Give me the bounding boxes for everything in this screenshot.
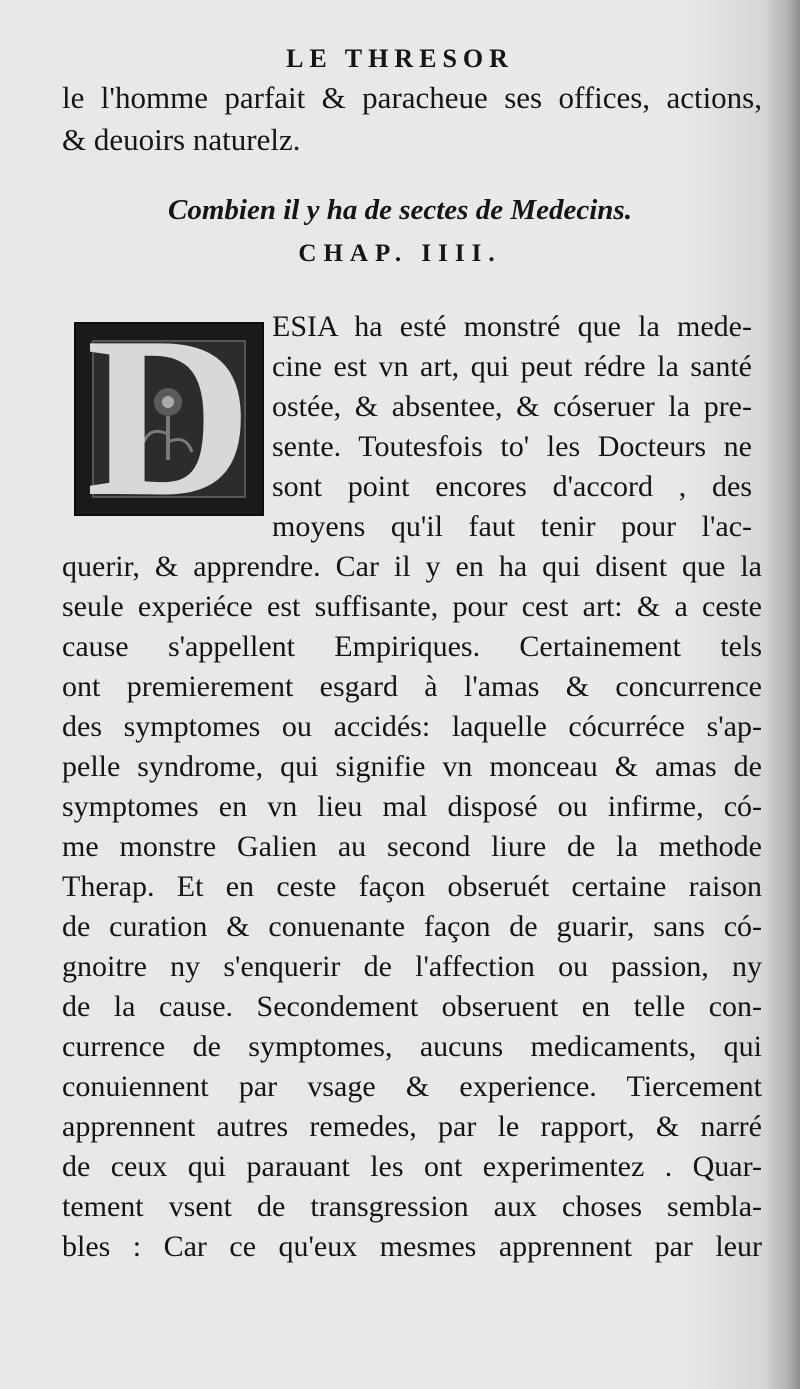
body-line: ont premierement esgard à l'amas & concurrence xyxy=(62,670,762,703)
chapter-title: Combien il y ha de sectes de Medecins. xyxy=(168,194,632,226)
body-line: apprennent autres remedes, par le rapport, & narré xyxy=(62,1110,762,1143)
body-line: bles : Car ce qu'eux mesmes apprennent par leur xyxy=(62,1230,762,1263)
body-line: Therap. Et en ceste façon obseruét certaine raison xyxy=(62,870,762,903)
body-line: tement vsent de transgression aux choses sembla- xyxy=(62,1190,762,1223)
body-line: sente. Toutesfois to' les Docteurs ne xyxy=(272,430,752,463)
body-line: ostée, & absentee, & cóseruer la pre- xyxy=(272,390,752,423)
decorated-initial xyxy=(74,289,264,544)
decorated-initial-letter: D xyxy=(85,289,253,544)
body-line: de curation & conuenante façon de guarir, sans có- xyxy=(62,910,762,943)
body-line: querir, & apprendre. Car il y en ha qui disent que la xyxy=(62,550,762,583)
body-line: de la cause. Secondement obseruent en telle con- xyxy=(62,990,762,1023)
body-line: me monstre Galien au second liure de la methode xyxy=(62,830,762,863)
body-line: currence de symptomes, aucuns medicaments, qui xyxy=(62,1030,762,1063)
body-line: sont point encores d'accord , des xyxy=(272,470,752,503)
body-line: cine est vn art, qui peut rédre la santé xyxy=(272,350,752,383)
opening-line-2: & deuoirs naturelz. xyxy=(62,122,301,157)
opening-line-1: le l'homme parfait & paracheue ses offices, actions, xyxy=(62,80,762,115)
body-line: conuiennent par vsage & experience. Tiercement xyxy=(62,1070,762,1103)
body-line: ESIA ha esté monstré que la mede- xyxy=(272,310,752,343)
body-line: moyens qu'il faut tenir pour l'ac- xyxy=(272,510,752,543)
chapter-number: CHAP. IIII. xyxy=(298,240,502,267)
running-head: LE THRESOR xyxy=(286,44,514,73)
body-line: de ceux qui parauant les ont experimentez . Quar- xyxy=(62,1150,762,1183)
body-line: des symptomes ou accidés: laquelle cócurréce s'ap- xyxy=(62,710,762,743)
body-line: gnoitre ny s'enquerir de l'affection ou passion, ny xyxy=(62,950,762,983)
body-line: pelle syndrome, qui signifie vn monceau & amas de xyxy=(62,750,762,783)
body-line: cause s'appellent Empiriques. Certainement tels xyxy=(62,630,762,663)
body-line: seule experiéce est suffisante, pour cest art: & a ceste xyxy=(62,590,762,623)
body-line: symptomes en vn lieu mal disposé ou infirme, có- xyxy=(62,790,762,823)
